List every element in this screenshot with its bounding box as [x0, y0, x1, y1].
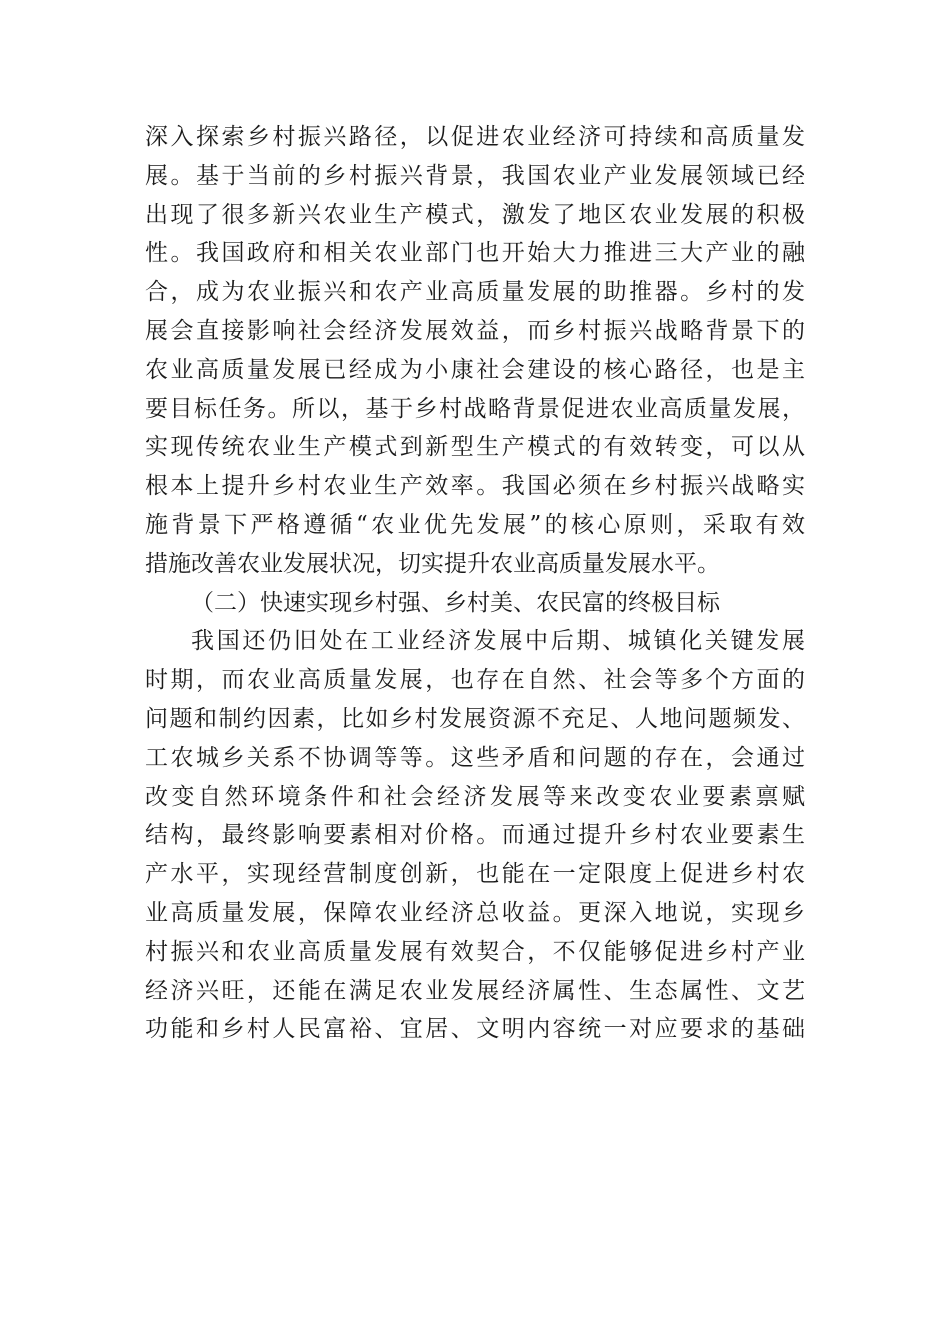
section-heading: （二）快速实现乡村强、乡村美、农民富的终极目标 — [191, 589, 720, 616]
document-body — [145, 118, 805, 1049]
paragraph-1 — [145, 118, 805, 584]
text-line: 时期，而农业高质量发展，也存在自然、社会等多个方面的 — [145, 667, 805, 694]
text-line: 工农城乡关系不协调等等。这些矛盾和问题的存在，会通过 — [145, 744, 805, 771]
text-line: 结构，最终影响要素相对价格。而通过提升乡村农业要素生 — [145, 822, 805, 849]
text-line: 功能和乡村人民富裕、宜居、文明内容统一对应要求的基础 — [145, 1016, 805, 1043]
text-line: 要目标任务。所以，基于乡村战略背景促进农业高质量发展， — [145, 395, 805, 422]
text-line: 合，成为农业振兴和农产业高质量发展的助推器。乡村的发 — [145, 279, 805, 306]
text-line: 展。基于当前的乡村振兴背景，我国农业产业发展领域已经 — [145, 162, 805, 189]
text-line: 根本上提升乡村农业生产效率。我国必须在乡村振兴战略实 — [145, 473, 805, 500]
text-line: 改变自然环境条件和社会经济发展等来改变农业要素禀赋 — [145, 783, 805, 810]
text-line: 性。我国政府和相关农业部门也开始大力推进三大产业的融 — [145, 240, 805, 267]
text-line: 村振兴和农业高质量发展有效契合，不仅能够促进乡村产业 — [145, 938, 805, 965]
text-line: 经济兴旺，还能在满足农业发展经济属性、生态属性、文艺 — [145, 977, 805, 1004]
text-line: 措施改善农业发展状况，切实提升农业高质量发展水平。 — [145, 550, 720, 577]
text-line: 我国还仍旧处在工业经济发展中后期、城镇化关键发展 — [191, 628, 805, 655]
text-line: 展会直接影响社会经济发展效益，而乡村振兴战略背景下的 — [145, 317, 805, 344]
text-line: 出现了很多新兴农业生产模式，激发了地区农业发展的积极 — [145, 201, 805, 228]
text-line: 实现传统农业生产模式到新型生产模式的有效转变，可以从 — [145, 434, 805, 461]
text-line: 业高质量发展，保障农业经济总收益。更深入地说，实现乡 — [145, 899, 805, 926]
text-line: 农业高质量发展已经成为小康社会建设的核心路径，也是主 — [145, 356, 805, 383]
text-line: 问题和制约因素，比如乡村发展资源不充足、人地问题频发、 — [145, 705, 805, 732]
text-line: 深入探索乡村振兴路径，以促进农业经济可持续和高质量发 — [145, 124, 805, 150]
text-line: 施背景下严格遵循“农业优先发展”的核心原则，采取有效 — [145, 511, 805, 538]
paragraph-2 — [145, 622, 805, 1049]
text-line: 产水平，实现经营制度创新，也能在一定限度上促进乡村农 — [145, 861, 805, 888]
